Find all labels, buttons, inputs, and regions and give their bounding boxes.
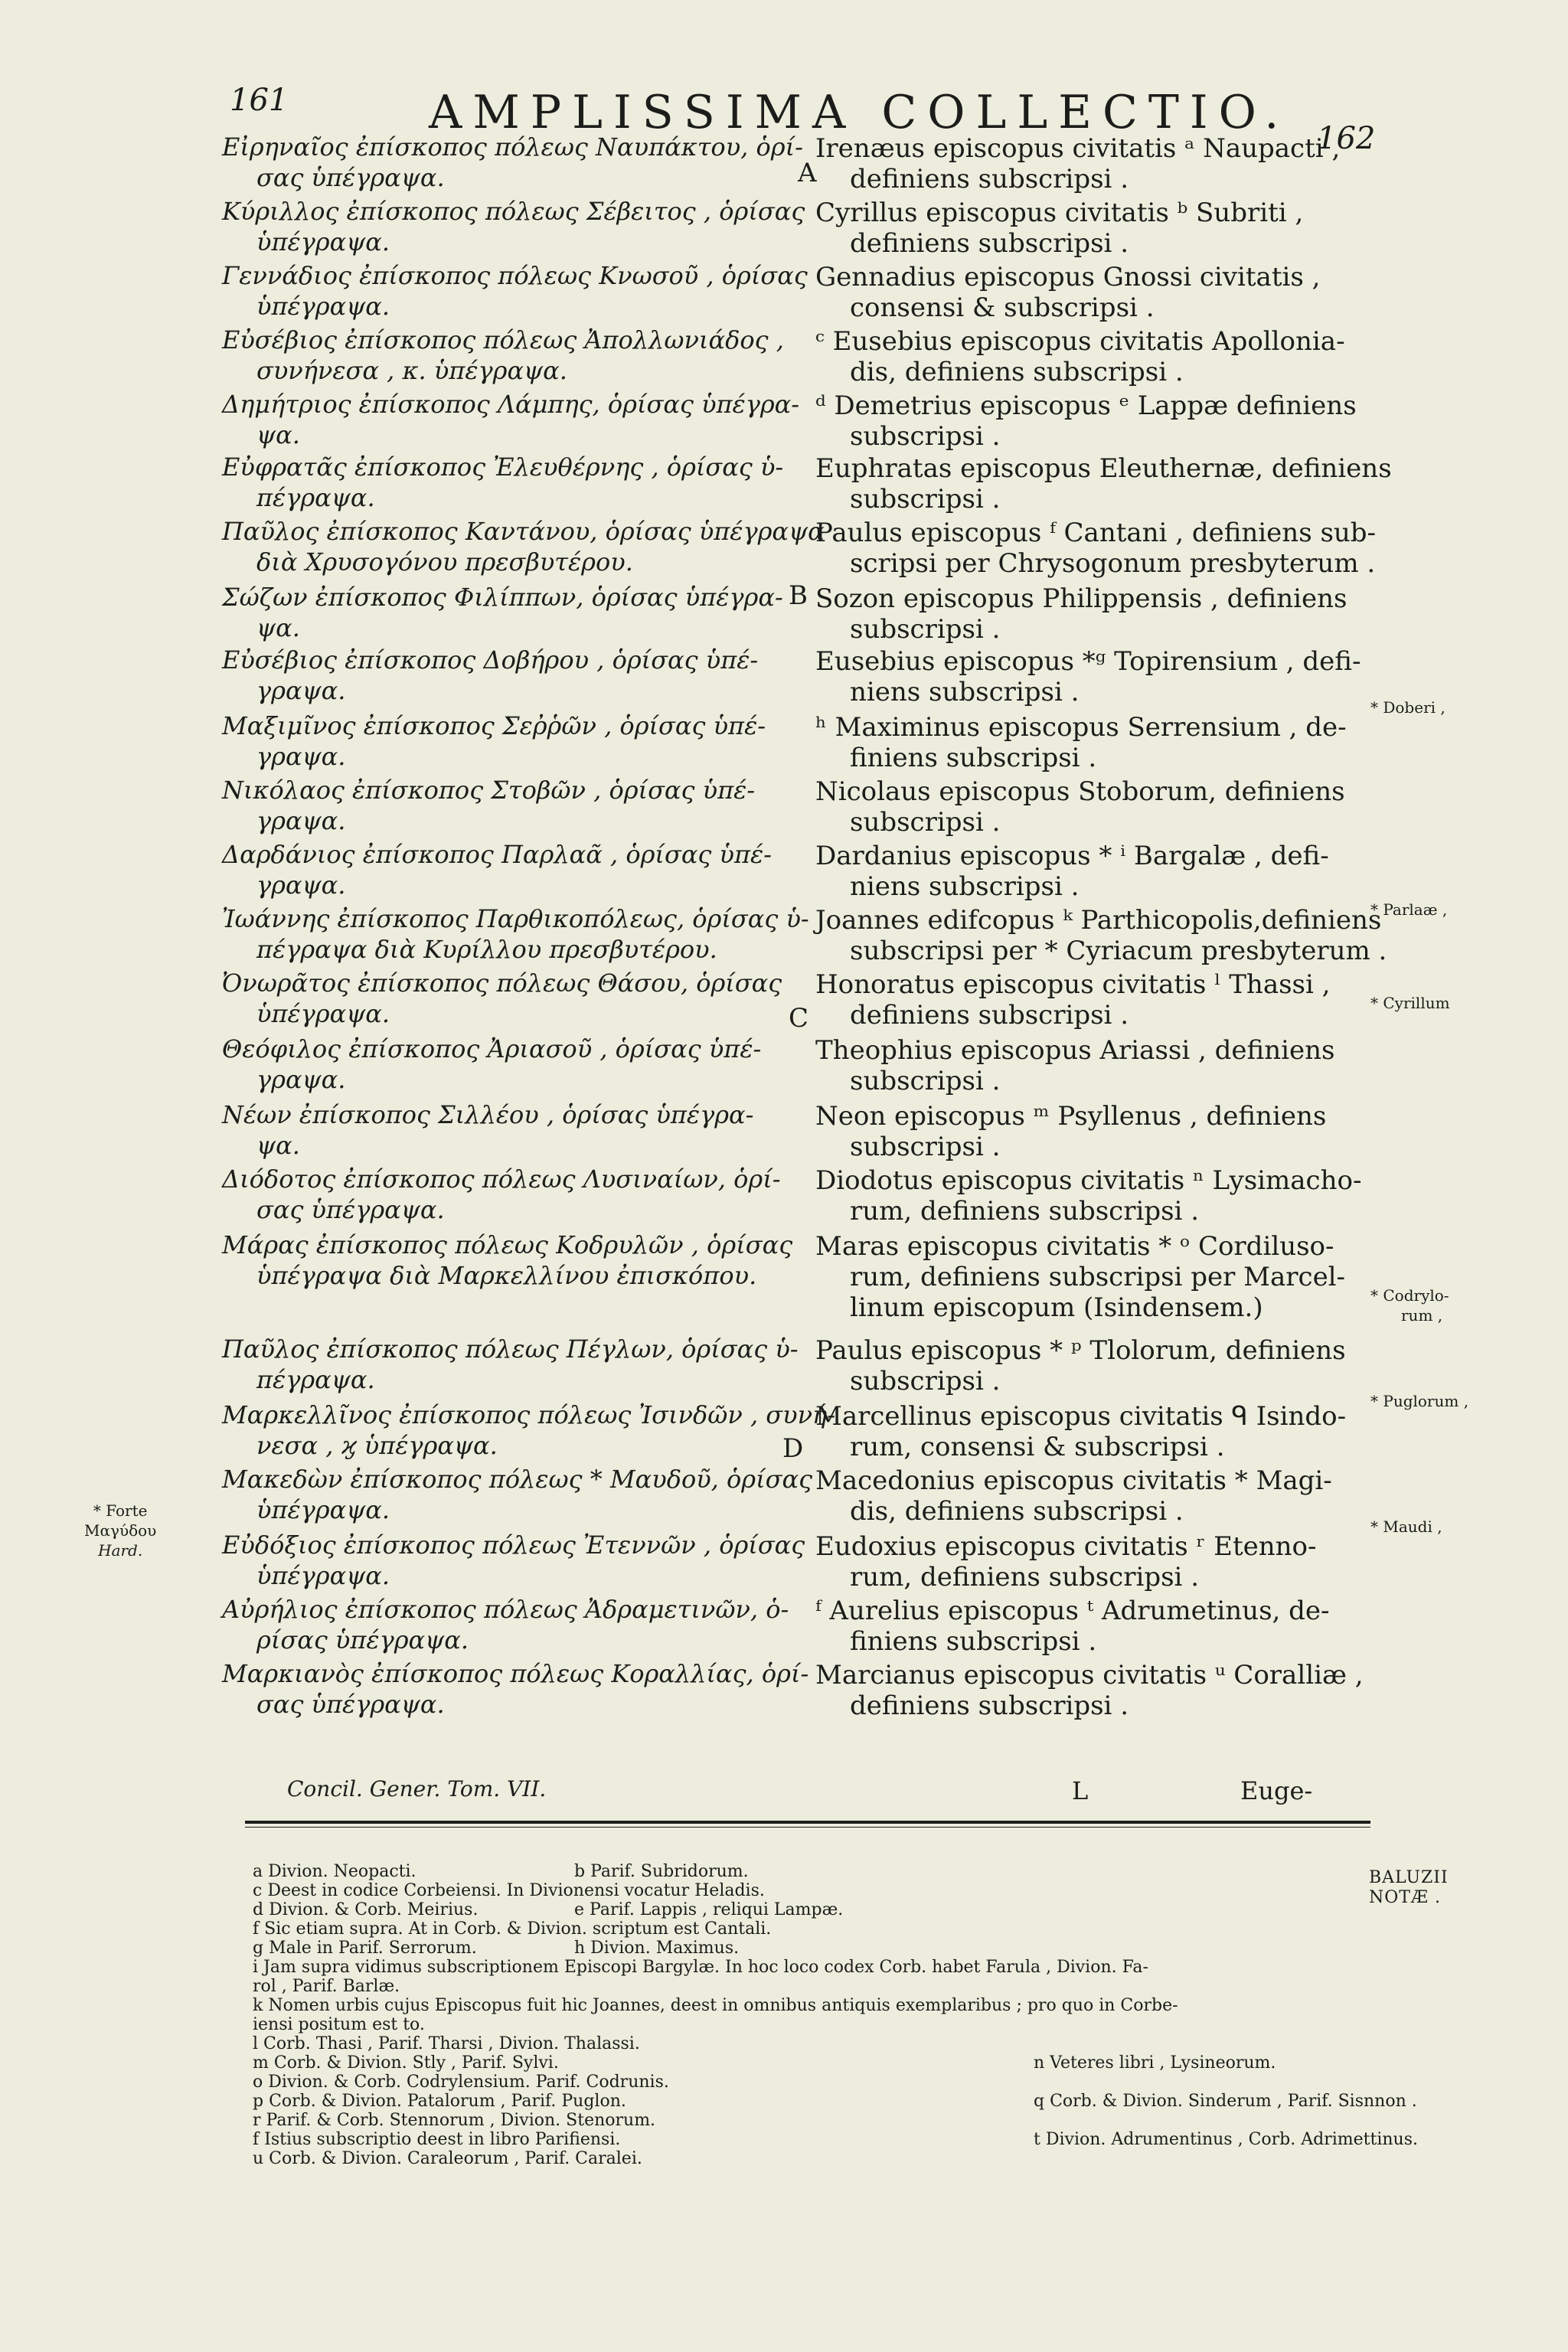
greek-line: Κύριλλος ἐπίσκοπος πόλεως Σέβειτος , ὁρίσας [222, 197, 805, 226]
greek-line: Θεόφιλος ἐπίσκοπος Ἀριασοῦ , ὁρίσας ὑπέ- [222, 1034, 762, 1063]
latin-line: Paulus episcopus * ᵖ Tlolorum, definiens [815, 1335, 1346, 1366]
greek-entry [222, 775, 804, 836]
latin-line: subscripsi . [850, 614, 1001, 645]
note-row [253, 1900, 1386, 1919]
greek-line: Αὐρήλιος ἐπίσκοπος πόλεως Ἀδραμετινῶν, ὁ- [222, 1595, 789, 1624]
note-text: o Divion. & Corb. Codrylensium. Parif. Codrunis. [253, 2073, 669, 2092]
latin-line: definiens subscripsi . [850, 228, 1129, 259]
greek-line: Μαξιμῖνος ἐπίσκοπος Σεῤῥῶν , ὁρίσας ὑπέ- [222, 711, 766, 740]
latin-line: subscripsi per * Cyriacum presbyterum . [850, 936, 1387, 966]
latin-line: Marcianus episcopus civitatis ᵘ Coralliæ , [815, 1660, 1364, 1690]
greek-line: Εὐδόξιος ἐπίσκοπος πόλεως Ἐτεννῶν , ὁρίσας [222, 1530, 805, 1560]
greek-entry [222, 260, 808, 322]
greek-line: ψα. [256, 613, 300, 642]
greek-line: σας ὑπέγραψα. [256, 163, 445, 192]
greek-line: πέγραψα διὰ Κυρίλλου πρεσβυτέρου. [256, 935, 717, 964]
latin-entry [815, 646, 1367, 707]
note-text: q Corb. & Divion. Sinderum , Parif. Sisnnon . [1034, 2092, 1417, 2111]
latin-line: subscripsi . [850, 421, 1001, 452]
latin-line: Irenæus episcopus civitatis ᵃ Naupacti , [815, 133, 1341, 164]
latin-entry [815, 583, 1367, 645]
greek-line: νεσα , ϗ ὑπέγραψα. [256, 1431, 498, 1460]
latin-line: Theophius episcopus Ariassi , definiens [815, 1035, 1335, 1066]
latin-entry [815, 776, 1367, 838]
greek-line: ὑπέγραψα. [256, 292, 390, 321]
note-row [253, 1958, 1386, 1977]
latin-line: Gennadius episcopus Gnossi civitatis , [815, 262, 1321, 292]
latin-entry [815, 1035, 1367, 1096]
latin-line: subscripsi . [850, 807, 1001, 838]
greek-line: Δημήτριος ἐπίσκοπος Λάμπης, ὁρίσας ὑπέγρα- [222, 390, 800, 419]
latin-line: finiens subscripsi . [850, 743, 1097, 773]
latin-line: finiens subscripsi . [850, 1626, 1097, 1657]
greek-line: ρίσας ὑπέγραψα. [256, 1625, 469, 1655]
greek-line: σας ὑπέγραψα. [256, 1195, 445, 1224]
greek-line: πέγραψα. [256, 483, 375, 512]
greek-entry [222, 132, 804, 193]
latin-line: Joannes edifcopus ᵏ Parthicopolis,definiens [815, 905, 1382, 936]
latin-line: Euphratas episcopus Eleuthernæ, definiens [815, 453, 1392, 484]
greek-line: ὑπέγραψα. [256, 999, 390, 1028]
left-margin-note [84, 1501, 156, 1560]
greek-line: Σώζων ἐπίσκοπος Φιλίππων, ὁρίσας ὑπέγρα- [222, 583, 783, 612]
margin-note: * Puglorum , [1370, 1392, 1469, 1410]
latin-line: subscripsi . [850, 1366, 1001, 1396]
section-letter-a: A [798, 158, 817, 188]
latin-line: Sozon episcopus Philippensis , definiens [815, 583, 1348, 614]
section-letter-b: B [789, 580, 808, 611]
latin-line: Paulus episcopus ᶠ Cantani , definiens sub- [815, 518, 1377, 548]
greek-entry [222, 1334, 804, 1395]
greek-entry [222, 645, 804, 706]
note-text: p Corb. & Divion. Patalorum , Parif. Puglon. [253, 2092, 626, 2111]
margin-note: * Maudi , [1370, 1517, 1442, 1536]
greek-entry [222, 903, 809, 965]
greek-line: Παῦλος ἐπίσκοπος Καντάνου, ὁρίσας ὑπέγραψα [222, 517, 825, 546]
greek-line: γραψα. [256, 806, 346, 835]
greek-entry [222, 1530, 804, 1591]
latin-line: definiens subscripsi . [850, 164, 1129, 194]
greek-line: Μαρκελλῖνος ἐπίσκοπος πόλεως Ἰσινδῶν , συνή- [222, 1400, 836, 1429]
latin-line: consensi & subscripsi . [850, 292, 1155, 323]
latin-entry [815, 712, 1367, 773]
greek-entry [222, 710, 804, 772]
latin-entry [815, 1335, 1367, 1396]
note-text: t Divion. Adrumentinus , Corb. Adrimettinus. [1034, 2130, 1418, 2149]
greek-line: γραψα. [256, 742, 346, 771]
latin-line: ᶠ Aurelius episcopus ᵗ Adrumetinus, de- [815, 1596, 1330, 1626]
latin-line: Nicolaus episcopus Stoborum, definiens [815, 776, 1345, 807]
note-text: r Parif. & Corb. Stennorum , Divion. Stenorum. [253, 2111, 656, 2130]
margin-note: * Cyrillum [1370, 994, 1450, 1012]
greek-line: ὑπέγραψα διὰ Μαρκελλίνου ἐπισκόπου. [256, 1261, 757, 1290]
left-page-number: 161 [230, 83, 289, 118]
latin-line: rum, definiens subscripsi . [850, 1562, 1200, 1592]
latin-entry [815, 518, 1377, 579]
greek-line: Δαρδάνιος ἐπίσκοπος Παρλαᾶ , ὁρίσας ὑπέ- [222, 840, 772, 869]
greek-line: ψα. [256, 1131, 300, 1160]
greek-line: Διόδοτος ἐπίσκοπος πόλεως Λυσιναίων, ὁρί- [222, 1165, 781, 1194]
latin-line: niens subscripsi . [850, 871, 1080, 902]
note-row [253, 2149, 1386, 2168]
greek-line: Μαρκιανὸς ἐπίσκοπος πόλεως Κοραλλίας, ὁρί- [222, 1659, 809, 1688]
greek-line: Νικόλαος ἐπίσκοπος Στοβῶν , ὁρίσας ὑπέ- [222, 776, 756, 805]
latin-line: Diodotus episcopus civitatis ⁿ Lysimacho- [815, 1165, 1362, 1196]
latin-entry [815, 1101, 1367, 1162]
greek-line: Ἰωάννης ἐπίσκοπος Παρθικοπόλεως, ὁρίσας ὑ- [222, 904, 809, 933]
greek-entry [222, 325, 804, 386]
latin-entry [815, 453, 1392, 514]
latin-entry [815, 133, 1367, 194]
latin-line: Dardanius episcopus * ⁱ Bargalæ , defi- [815, 841, 1329, 871]
latin-entry [815, 1531, 1367, 1592]
left-note-line: Hard. [98, 1541, 143, 1560]
running-title: AMPLISSIMA COLLECTIO. [429, 86, 1290, 139]
greek-line: συνήνεσα , κ. ὑπέγραψα. [256, 356, 567, 385]
greek-entry [222, 968, 804, 1029]
volume-reference: Concil. Gener. Tom. VII. [287, 1776, 547, 1802]
note-text: h Divion. Maximus. [574, 1939, 740, 1958]
catchword: Euge- [1240, 1776, 1313, 1805]
greek-line: Παῦλος ἐπίσκοπος πόλεως Πέγλων, ὁρίσας ὑ- [222, 1334, 799, 1364]
note-text: g Male in Parif. Serrorum. [253, 1939, 477, 1958]
greek-line: Νέων ἐπίσκοπος Σιλλέου , ὁρίσας ὑπέγρα- [222, 1100, 754, 1129]
greek-entry [222, 1034, 804, 1095]
note-text: m Corb. & Divion. Stly , Parif. Sylvi. [253, 2053, 559, 2073]
note-row [253, 1919, 1386, 1939]
latin-line: Cyrillus episcopus civitatis ᵇ Subriti , [815, 198, 1304, 228]
latin-line: definiens subscripsi . [850, 1000, 1129, 1031]
latin-line: Maras episcopus civitatis * ᵒ Cordiluso- [815, 1231, 1334, 1262]
latin-entry [815, 1165, 1367, 1227]
note-text: e Parif. Lappis , reliqui Lampæ. [574, 1900, 844, 1919]
greek-entry [222, 196, 804, 257]
left-note-line: Μαγύδου [84, 1521, 157, 1540]
greek-entry [222, 1164, 804, 1225]
footnote-rule [245, 1821, 1370, 1824]
note-row [253, 2130, 1418, 2149]
greek-entry [222, 1099, 804, 1161]
margin-note: * Parlaæ , [1370, 900, 1448, 919]
latin-entry [815, 1660, 1367, 1721]
note-text: i Jam supra vidimus subscriptionem Episcopi Bargylæ. In hoc loco codex Corb. habet Farula , Divion. Fa- [253, 1958, 1148, 1977]
latin-line: Macedonius episcopus civitatis * Magi- [815, 1465, 1332, 1496]
latin-entry [815, 1401, 1367, 1462]
greek-line: ὑπέγραψα. [256, 1495, 390, 1524]
note-text: k Nomen urbis cujus Episcopus fuit hic Joannes, deest in omnibus antiquis exemplaribus ; pro quo in Corbe- [253, 1996, 1178, 2015]
latin-line: Marcellinus episcopus civitatis ᑫ Isindo- [815, 1401, 1347, 1432]
greek-entry [222, 1400, 836, 1461]
latin-entry [815, 1596, 1367, 1657]
latin-line: definiens subscripsi . [850, 1690, 1129, 1721]
latin-entry [815, 1465, 1367, 1527]
left-note-line: * Forte [93, 1501, 148, 1520]
greek-line: Μάρας ἐπίσκοπος πόλεως Κοδρυλῶν , ὁρίσας [222, 1230, 793, 1259]
greek-line: ὑπέγραψα. [256, 227, 390, 256]
note-row [253, 1977, 1386, 1996]
notes-heading-line: NOTÆ . [1369, 1888, 1441, 1907]
latin-line: niens subscripsi . [850, 677, 1080, 707]
greek-entry [222, 582, 804, 643]
note-row [253, 2034, 1386, 2053]
note-text: a Divion. Neopacti. [253, 1862, 416, 1881]
greek-line: ψα. [256, 420, 300, 449]
latin-line: linum episcopum (Isindensem.) [850, 1292, 1263, 1323]
greek-entry [222, 516, 825, 577]
note-text: l Corb. Thasi , Parif. Tharsi , Divion. Thalassi. [253, 2034, 640, 2053]
notes-heading-line: BALUZII [1369, 1868, 1449, 1887]
greek-line: Εὐσέβιος ἐπίσκοπος Δοβήρου , ὁρίσας ὑπέ- [222, 645, 759, 675]
latin-entry [815, 390, 1367, 452]
latin-line: ᵈ Demetrius episcopus ᵉ Lappæ definiens [815, 390, 1357, 421]
signature-mark: L [1072, 1776, 1089, 1805]
margin-note: rum , [1401, 1306, 1443, 1325]
latin-line: Eudoxius episcopus civitatis ʳ Etenno- [815, 1531, 1317, 1562]
greek-line: ὑπέγραψα. [256, 1561, 390, 1590]
latin-line: rum, definiens subscripsi per Marcel- [850, 1262, 1346, 1292]
greek-line: γραψα. [256, 871, 346, 900]
greek-line: Εἰρηναῖος ἐπίσκοπος πόλεως Ναυπάκτου, ὁρί- [222, 132, 803, 162]
latin-line: ᶜ Eusebius episcopus civitatis Apollonia- [815, 326, 1345, 357]
latin-line: Eusebius episcopus *ᵍ Topirensium , defi- [815, 646, 1361, 677]
greek-entry [222, 1230, 804, 1291]
latin-line: dis, definiens subscripsi . [850, 357, 1184, 387]
greek-entry [222, 839, 804, 900]
greek-line: Γεννάδιος ἐπίσκοπος πόλεως Κνωσοῦ , ὁρίσας [222, 261, 808, 290]
greek-line: πέγραψα. [256, 1365, 375, 1394]
greek-line: Εὐσέβιος ἐπίσκοπος πόλεως Ἀπολλωνιάδος , [222, 325, 784, 354]
latin-entry [815, 198, 1367, 259]
greek-entry [222, 389, 804, 450]
latin-line: rum, consensi & subscripsi . [850, 1432, 1225, 1462]
greek-entry [222, 1594, 804, 1655]
note-text: d Divion. & Corb. Meirius. [253, 1900, 479, 1919]
margin-note: * Codrylo- [1370, 1286, 1449, 1305]
note-text: c Deest in codice Corbeiensi. In Divionensi vocatur Heladis. [253, 1881, 765, 1900]
greek-line: Μακεδὼν ἐπίσκοπος πόλεως * Μαυδοῦ, ὁρίσας [222, 1465, 813, 1494]
greek-entry [222, 1464, 813, 1525]
latin-line: dis, definiens subscripsi . [850, 1496, 1184, 1527]
latin-line: scripsi per Chrysogonum presbyterum . [850, 548, 1376, 579]
note-row [253, 2053, 1386, 2073]
latin-line: subscripsi . [850, 1066, 1001, 1096]
greek-line: γραψα. [256, 676, 346, 705]
latin-line: rum, definiens subscripsi . [850, 1196, 1200, 1227]
section-letter-d: D [782, 1433, 804, 1464]
right-page-number: 162 [1317, 121, 1376, 156]
note-text: f Istius subscriptio deest in libro Parifiensi. [253, 2130, 621, 2149]
latin-entry [815, 841, 1367, 902]
margin-note: * Doberi , [1370, 698, 1446, 717]
note-text: rol , Parif. Barlæ. [253, 1977, 400, 1996]
note-text: u Corb. & Divion. Caraleorum , Parif. Caralei. [253, 2149, 642, 2168]
latin-line: Neon episcopus ᵐ Psyllenus , definiens [815, 1101, 1327, 1132]
section-letter-c: C [789, 1003, 809, 1034]
note-row [253, 1939, 1386, 1958]
latin-entry [815, 1231, 1367, 1323]
note-text: b Parif. Subridorum. [574, 1862, 749, 1881]
latin-entry [815, 969, 1367, 1031]
greek-line: Εὐφρατᾶς ἐπίσκοπος Ἐλευθέρνης , ὁρίσας ὑ- [222, 452, 784, 482]
note-row [253, 1862, 1386, 1881]
note-text: f Sic etiam supra. At in Corb. & Divion. scriptum est Cantali. [253, 1919, 772, 1939]
note-row [253, 1881, 1386, 1900]
note-row [253, 2073, 1386, 2092]
note-row [253, 2015, 1386, 2034]
latin-line: ʰ Maximinus episcopus Serrensium , de- [815, 712, 1347, 743]
note-text: iensi positum est to. [253, 2015, 425, 2034]
latin-line: Honoratus episcopus civitatis ˡ Thassi , [815, 969, 1331, 1000]
note-row [253, 1996, 1386, 2015]
greek-line: Ὀνωρᾶτος ἐπίσκοπος πόλεως Θάσου, ὁρίσας [222, 969, 782, 998]
greek-line: διὰ Χρυσογόνου πρεσβυτέρου. [256, 547, 633, 577]
greek-line: σας ὑπέγραψα. [256, 1690, 445, 1719]
latin-entry [815, 326, 1367, 387]
latin-line: subscripsi . [850, 1132, 1001, 1162]
note-row [253, 2111, 1386, 2130]
latin-entry [815, 905, 1387, 966]
latin-entry [815, 262, 1367, 323]
footnote-rule-thin [245, 1827, 1370, 1828]
greek-entry [222, 1658, 809, 1720]
note-text: n Veteres libri , Lysineorum. [1034, 2053, 1276, 2073]
greek-entry [222, 452, 804, 513]
greek-line: γραψα. [256, 1065, 346, 1094]
latin-line: subscripsi . [850, 484, 1001, 514]
note-row [253, 2092, 1417, 2111]
